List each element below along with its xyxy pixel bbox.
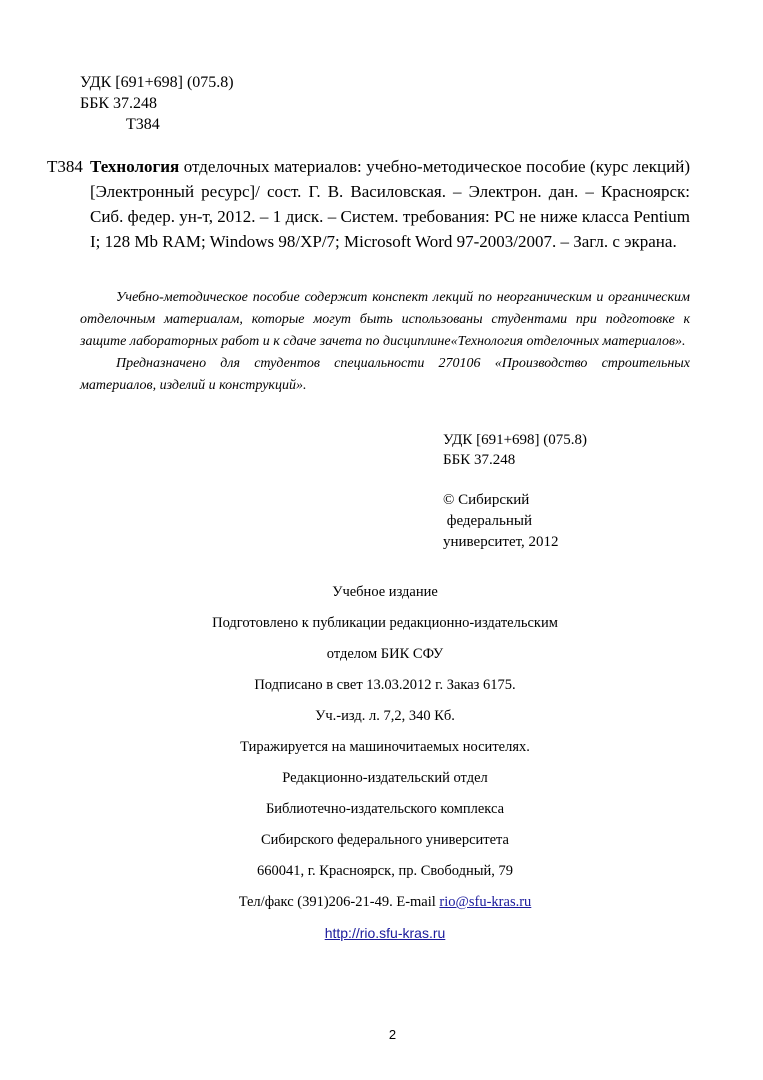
department-line: Библиотечно-издательского комплекса: [265, 801, 505, 817]
udk-code: УДК [691+698] (075.8): [80, 74, 234, 91]
prepared-line: Подготовлено к публикации редакционно-издательским: [212, 615, 558, 631]
email-link[interactable]: rio@sfu-kras.ru: [439, 894, 532, 910]
website-link[interactable]: http://rio.sfu-kras.ru: [324, 925, 446, 941]
contact-line: [0, 892, 763, 923]
udk-code-right: УДК [691+698] (075.8): [443, 432, 588, 448]
header-classification-codes: [80, 72, 234, 135]
imprint-block: [0, 582, 763, 954]
author-code: Т384: [126, 116, 160, 133]
media-line: Тиражируется на машиночитаемых носителях.: [240, 739, 530, 755]
biblio-title: Технология: [90, 157, 180, 176]
prepared-line: отделом БИК СФУ: [326, 646, 444, 662]
abstract-paragraph: Учебно-методическое пособие содержит конспект лекций по неорганическим и органическим отделочным материалам, которые могут быть использованы студентами при подготовке к защите лабораторных работ и к сдаче зачета по дисциплине«Технология отделочных материалов».: [80, 290, 690, 349]
department-line: Редакционно-издательский отдел: [282, 770, 488, 786]
bibliographic-record: [90, 154, 690, 254]
copyright-notice: © Сибирский федеральный университет, 2012: [443, 492, 559, 550]
right-classification-codes: [443, 430, 587, 470]
signed-line: Подписано в свет 13.03.2012 г. Заказ 6175.: [254, 677, 516, 693]
page-number: 2: [388, 1027, 397, 1042]
abstract: [80, 287, 690, 397]
biblio-author-code: Т384: [47, 157, 83, 176]
bbk-code: ББК 37.248: [80, 95, 158, 112]
url-line: [0, 923, 763, 954]
department-line: Сибирского федерального университета: [261, 832, 509, 848]
biblio-description: отделочных материалов: учебно-методическое пособие (курс лекций) [Электронный ресурс]/ сост. Г. В. Василовская. – Электрон. дан. – Красноярск: Сиб. федер. ун-т, 2012. – 1 диск. – Систем. требования: PC не ниже класса Pentium I; 128 Mb RAM; Windows 98/XP/7; Microsoft Word 97-2003/2007. – Загл. с экрана.: [90, 157, 690, 251]
address-line: 660041, г. Красноярск, пр. Свободный, 79: [256, 863, 513, 879]
bbk-code-right: ББК 37.248: [443, 452, 516, 468]
edition-type: Учебное издание: [332, 584, 438, 600]
abstract-paragraph: Предназначено для студентов специальности 270106 «Производство строительных материалов, изделий и конструкций».: [80, 356, 690, 393]
phone-text: Тел/факс (391)206-21-49. E-mail: [238, 894, 440, 910]
volume-line: Уч.-изд. л. 7,2, 340 Кб.: [315, 708, 455, 724]
